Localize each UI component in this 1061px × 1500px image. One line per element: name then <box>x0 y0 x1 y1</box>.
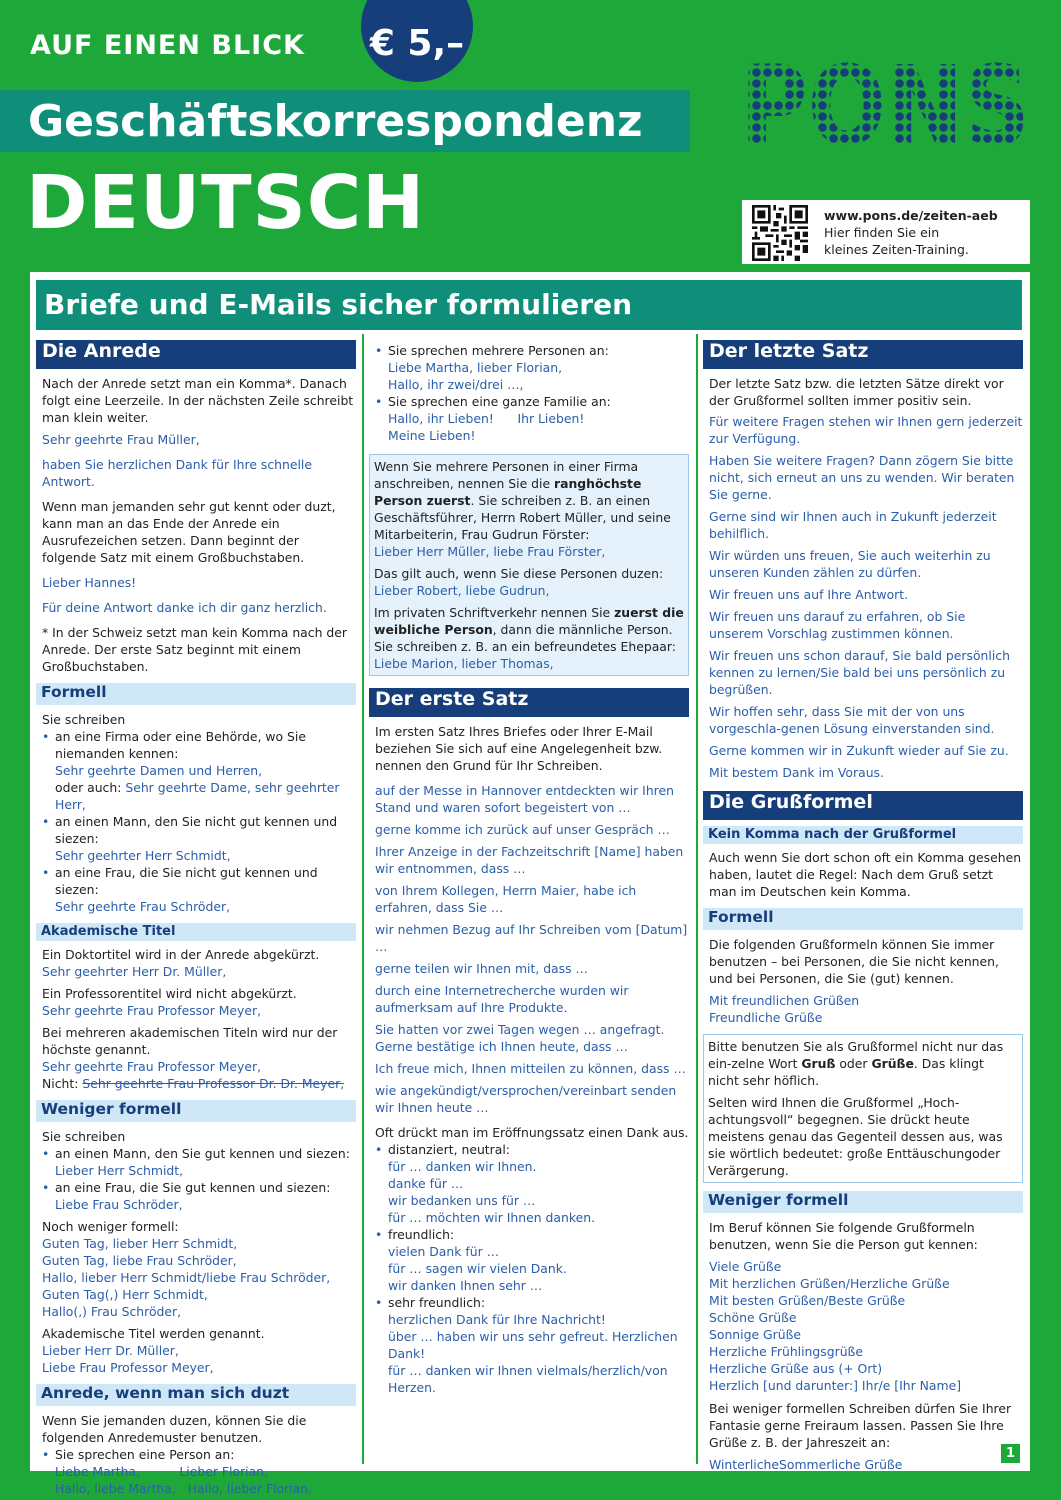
text: Bitte benutzen Sie als Grußformel nicht nur das ein-zelne Wort <box>708 1039 1004 1071</box>
example: Liebe Frau Professor Meyer, <box>42 1360 214 1375</box>
content-panel <box>30 272 1030 1496</box>
text: Der letzte Satz bzw. die letzten Sätze direkt vor der Grußformel sollten immer positiv sein. <box>709 376 1004 408</box>
wrong-example: Sehr geehrte Frau Professor Dr. Dr. Meyer, <box>82 1076 345 1091</box>
example: Hallo, liebe Martha, Hallo, lieber Florian, <box>55 1481 312 1496</box>
example: Lieber Herr Dr. Müller, <box>42 1343 179 1358</box>
list-item: • an eine Frau, die Sie nicht gut kennen und siezen: <box>36 864 356 898</box>
example: danke für … <box>388 1176 464 1191</box>
qr-line2: kleines Zeiten-Training. <box>824 242 969 257</box>
example: Herzliche Frühlingsgrüße <box>709 1344 863 1359</box>
example: durch eine Internetrecherche wurden wir aufmerksam auf Ihre Produkte. <box>375 983 629 1015</box>
example: Sehr geehrte Frau Professor Meyer, <box>42 1003 262 1018</box>
svg-text:PONS: PONS <box>740 42 1030 170</box>
example: für … danken wir Ihnen vielmals/herzlich/von Herzen. <box>388 1363 668 1395</box>
example: Sie hatten vor zwei Tagen wegen … angefragt. Gerne bestätige ich Ihnen heute, dass … <box>375 1022 665 1054</box>
example: Hallo, lieber Herr Schmidt/liebe Frau Schröder, <box>42 1270 331 1285</box>
example: Schöne Grüße <box>709 1310 797 1325</box>
text <box>708 1038 1018 1089</box>
subheading-duzt: Anrede, wenn man sich duzt <box>36 1384 356 1406</box>
page-title: Geschäftskorrespondenz <box>28 96 643 147</box>
example: wie angekündigt/versprochen/vereinbart senden wir Ihnen heute … <box>375 1083 677 1115</box>
example: Viele Grüße <box>709 1259 782 1274</box>
subheading-formell: Formell <box>703 908 1023 930</box>
example: Hallo, ihr Lieben! Ihr Lieben! <box>388 411 585 426</box>
example: Liebe Martha, Lieber Florian, <box>55 1464 268 1479</box>
text: Nach der Anrede setzt man ein Komma*. Danach folgt eine Leerzeile. In der nächsten Zeile schreibt man klein weiter. <box>42 376 354 425</box>
list-item: • freundlich: <box>369 1226 689 1243</box>
example: WinterlicheSommerliche Grüße <box>709 1457 903 1472</box>
example-line <box>36 1075 356 1092</box>
emphasis: ranghöchste Person zuerst <box>374 476 642 508</box>
price-badge: € 5,– <box>361 0 473 82</box>
example: Herzlich [und darunter:] Ihr/e [Ihr Name] <box>709 1378 962 1393</box>
text <box>374 604 684 655</box>
qr-info-box <box>742 200 1030 264</box>
example: Lieber Herr Müller, liebe Frau Förster, <box>374 544 606 559</box>
example: über … haben wir uns sehr gefreut. Herzlichen Dank! <box>388 1329 678 1361</box>
text: Im ersten Satz Ihres Briefes oder Ihrer E-Mail beziehen Sie sich auf eine Angelegenheit bzw. nennen den Grund für Ihr Schreiben. <box>375 724 663 773</box>
example: Wir hoffen sehr, dass Sie mit der von uns vorgeschla-genen Lösung einverstanden sind. <box>709 704 995 736</box>
subject-title: DEUTSCH <box>26 160 426 246</box>
list-item: • an einen Mann, den Sie nicht gut kennen und siezen: <box>36 813 356 847</box>
example: vielen Dank für … <box>388 1244 499 1259</box>
example: gerne teilen wir Ihnen mit, dass … <box>375 961 588 976</box>
list-item: • distanziert, neutral: <box>369 1141 689 1158</box>
example: Wir freuen uns darauf zu erfahren, ob Sie unserem Vorschlag zustimmen können. <box>709 609 966 641</box>
example: haben Sie herzlichen Dank für Ihre schnelle Antwort. <box>42 457 312 489</box>
example: Hallo, ihr zwei/drei …, <box>388 377 524 392</box>
emphasis: Gruß <box>801 1056 836 1071</box>
text: Das gilt auch, wenn Sie diese Personen duzen: <box>374 566 664 581</box>
list-item: • sehr freundlich: <box>369 1294 689 1311</box>
example: Guten Tag(,) Herr Schmidt, <box>42 1287 208 1302</box>
info-box-grussformel <box>703 1034 1023 1183</box>
footnote: * In der Schweiz setzt man kein Komma nach der Anrede. Der erste Satz beginnt mit einem Großbuchstaben. <box>42 625 347 674</box>
text: . Das klingt nicht sehr höflich. <box>708 1056 984 1088</box>
example: auf der Messe in Hannover entdeckten wir Ihren Stand und waren sofort begeistert von … <box>375 783 674 815</box>
example: für … möchten wir Ihnen danken. <box>388 1210 596 1225</box>
section-heading-anrede: Die Anrede <box>36 340 356 369</box>
text: oder auch: <box>55 780 122 795</box>
example: von Ihrem Kollegen, Herrn Maier, habe ich erfahren, dass Sie … <box>375 883 637 915</box>
text: Wenn man jemanden sehr gut kennt oder duzt, kann man an das Ende der Anrede ein Ausrufezeichen setzen. Dann beginnt der folgende Satz mit einem Großbuchstaben. <box>42 499 336 565</box>
example: Ihrer Anzeige in der Fachzeitschrift [Name] haben wir entnommen, dass … <box>375 844 684 876</box>
example: Lieber Hannes! <box>42 575 137 590</box>
text: Ein Doktortitel wird in der Anrede abgekürzt. <box>42 947 320 962</box>
text: , dann die männliche Person. Sie schreiben z. B. an ein befreundetes Ehepaar: <box>374 622 676 654</box>
column-divider <box>696 334 698 1464</box>
subheading-weniger-formell: Weniger formell <box>36 1100 356 1122</box>
example: Wir würden uns freuen, Sie auch weiterhin zu unseren Kunden zählen zu dürfen. <box>709 548 991 580</box>
column-2 <box>369 342 689 1396</box>
text: Oft drückt man im Eröffnungssatz einen Dank aus. <box>375 1125 689 1140</box>
info-box-reihenfolge <box>369 454 689 676</box>
example: Herzliche Grüße aus (+ Ort) <box>709 1361 883 1376</box>
text: Selten wird Ihnen die Grußformel „Hoch-achtungsvoll“ begegnen. Sie drückt heute meistens genau das Gegenteil dessen aus, was sie wörtlich bedeutet: große Enttäuschungoder Verärgerung. <box>708 1095 1003 1178</box>
example: Ich freue mich, Ihnen mitteilen zu können, dass … <box>375 1061 686 1076</box>
example: Gerne sind wir Ihnen auch in Zukunft jederzeit behilflich. <box>709 509 997 541</box>
text: . Sie schreiben z. B. an einen Geschäftsführer, Herrn Robert Müller, und seine Mitarbeiterin, Frau Gudrun Förster: <box>374 493 671 542</box>
emphasis: Grüße <box>871 1056 914 1071</box>
example: Guten Tag, lieber Herr Schmidt, <box>42 1236 238 1251</box>
example: Lieber Robert, liebe Gudrun, <box>374 583 550 598</box>
example: wir bedanken uns für … <box>388 1193 536 1208</box>
text: Akademische Titel werden genannt. <box>42 1326 265 1341</box>
list-item: • an eine Firma oder eine Behörde, wo Sie niemanden kennen: <box>36 728 356 762</box>
column-3 <box>703 340 1023 1478</box>
example: Freundliche Grüße <box>709 1010 823 1025</box>
example: Mit freundlichen Grüßen <box>709 993 860 1008</box>
section-banner: Briefe und E-Mails sicher formulieren <box>36 280 1022 330</box>
qr-url-link[interactable]: www.pons.de/zeiten-aeb <box>824 208 998 223</box>
example: Sehr geehrte Damen und Herren, <box>55 763 263 778</box>
example: Lieber Herr Schmidt, <box>55 1163 184 1178</box>
text: oder <box>835 1056 872 1071</box>
example: Wir freuen uns schon darauf, Sie bald persönlich kennen zu lernen/Sie bald bei uns persönlich zu begrüßen. <box>709 648 1010 697</box>
example: für … danken wir Ihnen. <box>388 1159 537 1174</box>
qr-line1: Hier finden Sie ein <box>824 225 940 240</box>
column-divider <box>362 334 364 1464</box>
text: Auch wenn Sie dort schon oft ein Komma gesehen haben, lautet die Regel: Nach dem Gruß setzt man im Deutschen kein Komma. <box>709 850 1022 899</box>
page-number: 1 <box>1001 1444 1020 1463</box>
text: Sie schreiben <box>42 1129 126 1144</box>
example: Meine Lieben! <box>388 428 476 443</box>
example: Für weitere Fragen stehen wir Ihnen gern jederzeit zur Verfügung. <box>709 414 1023 446</box>
emphasis: zuerst die weibliche Person <box>374 605 684 637</box>
example: Sonnige Grüße <box>709 1327 801 1342</box>
example: Haben Sie weitere Fragen? Dann zögern Sie bitte nicht, sich erneut an uns zu wenden. Wir beraten Sie gerne. <box>709 453 1015 502</box>
text: Sie schreiben <box>42 712 126 727</box>
subheading-titel: Akademische Titel <box>36 923 356 941</box>
series-label: AUF EINEN BLICK <box>30 30 305 61</box>
section-heading-letzter-satz: Der letzte Satz <box>703 340 1023 369</box>
pons-logo <box>740 42 1032 170</box>
example: herzlichen Dank für Ihre Nachricht! <box>388 1312 606 1327</box>
text: Im privaten Schriftverkehr nennen Sie <box>374 605 615 620</box>
qr-code-icon[interactable] <box>752 205 808 261</box>
text: Ein Professorentitel wird nicht abgekürzt. <box>42 986 297 1001</box>
list-item: • Sie sprechen mehrere Personen an: <box>369 342 689 359</box>
text: Bei weniger formellen Schreiben dürfen Sie Ihrer Fantasie gerne Freiraum lassen. Passen Sie Ihre Grüße z. B. der Jahreszeit an: <box>709 1401 1012 1450</box>
text: Wenn Sie jemanden duzen, können Sie die folgenden Anredemuster benutzen. <box>42 1413 307 1445</box>
section-heading-erster-satz: Der erste Satz <box>369 688 689 717</box>
example: Mit bestem Dank im Voraus. <box>709 765 884 780</box>
list-item: • Sie sprechen eine ganze Familie an: <box>369 393 689 410</box>
example: Liebe Marion, lieber Thomas, <box>374 656 554 671</box>
example: für … sagen wir vielen Dank. <box>388 1261 567 1276</box>
example: wir nehmen Bezug auf Ihr Schreiben vom [Datum] … <box>375 922 688 954</box>
example: Für deine Antwort danke ich dir ganz herzlich. <box>42 600 327 615</box>
example: Liebe Frau Schröder, <box>55 1197 183 1212</box>
text: Noch weniger formell: <box>42 1219 179 1234</box>
subheading-kein-komma: Kein Komma nach der Grußformel <box>703 826 1023 844</box>
example: wir danken Ihnen sehr … <box>388 1278 543 1293</box>
text: Nicht: <box>42 1076 79 1091</box>
example: Mit herzlichen Grüßen/Herzliche Grüße <box>709 1276 950 1291</box>
example: Sehr geehrte Frau Müller, <box>42 432 200 447</box>
example: Sehr geehrte Frau Professor Meyer, <box>42 1059 262 1074</box>
subheading-formell: Formell <box>36 683 356 705</box>
example: Liebe Martha, lieber Florian, <box>388 360 563 375</box>
list-item: • an eine Frau, die Sie gut kennen und siezen: <box>36 1179 356 1196</box>
column-1 <box>36 340 356 1497</box>
example-line <box>36 779 356 813</box>
list-item: • an einen Mann, den Sie gut kennen und siezen: <box>36 1145 356 1162</box>
example: Gerne kommen wir in Zukunft wieder auf Sie zu. <box>709 743 1009 758</box>
text: Die folgenden Grußformeln können Sie immer benutzen – bei Personen, die Sie nicht kennen, und bei Personen, die Sie (gut) kennen. <box>709 937 999 986</box>
text <box>374 458 684 543</box>
example: Mit besten Grüßen/Beste Grüße <box>709 1293 906 1308</box>
example: Wir freuen uns auf Ihre Antwort. <box>709 587 909 602</box>
example: Sehr geehrter Herr Dr. Müller, <box>42 964 227 979</box>
example: gerne komme ich zurück auf unser Gespräch … <box>375 822 670 837</box>
example: Guten Tag, liebe Frau Schröder, <box>42 1253 237 1268</box>
text: Im Beruf können Sie folgende Grußformeln benutzen, wenn Sie die Person gut kennen: <box>709 1220 978 1252</box>
example: Sehr geehrter Herr Schmidt, <box>55 848 231 863</box>
text: Bei mehreren akademischen Titeln wird nur der höchste genannt. <box>42 1025 338 1057</box>
section-heading-grussformel: Die Grußformel <box>703 791 1023 820</box>
qr-text <box>824 207 998 258</box>
example: Sehr geehrte Frau Schröder, <box>55 899 231 914</box>
text: Wenn Sie mehrere Personen in einer Firma anschreiben, nennen Sie die <box>374 459 639 491</box>
list-item: • Sie sprechen eine Person an: <box>36 1446 356 1463</box>
example: Hallo(,) Frau Schröder, <box>42 1304 182 1319</box>
example: Sehr geehrte Dame, sehr geehrter Herr, <box>55 780 340 812</box>
subheading-weniger-formell: Weniger formell <box>703 1191 1023 1213</box>
